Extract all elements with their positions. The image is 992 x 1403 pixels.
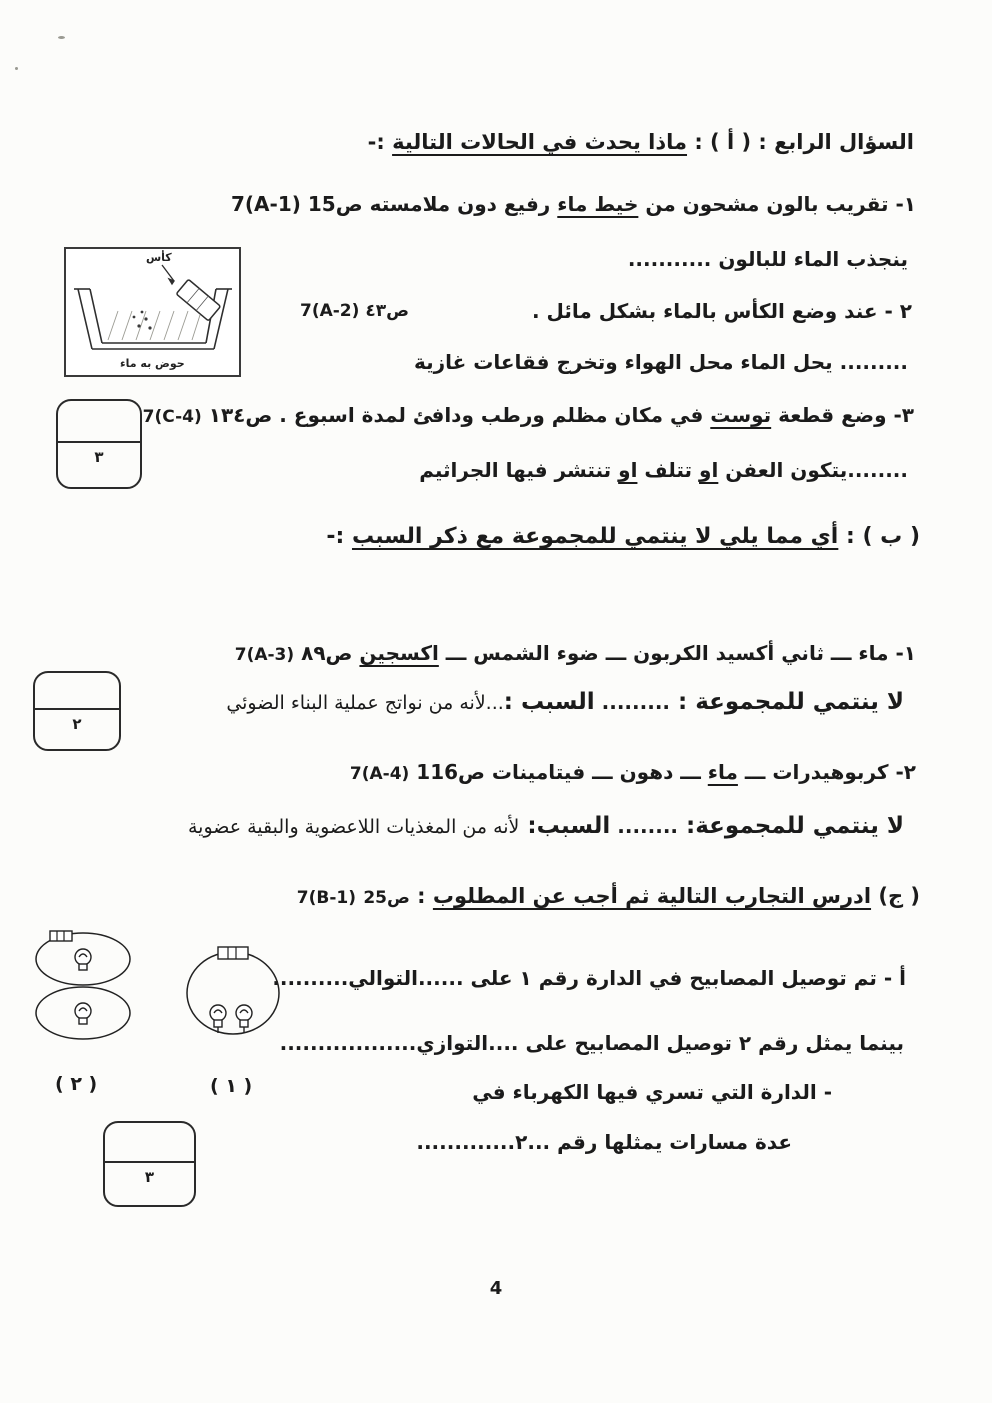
parallel-circuit-diagram	[30, 930, 135, 1042]
section-c-heading	[297, 884, 920, 908]
answer-a3	[419, 458, 908, 482]
question-a1-ref-code: 7(A-1)	[231, 192, 301, 216]
series-circuit-label: ( ١ )	[210, 1075, 253, 1097]
score-box-b	[33, 671, 121, 751]
question-a3-text-1: ٣- وضع قطعة	[771, 403, 914, 427]
question-a3-underlined: توست	[710, 403, 772, 427]
glass-label: كأس	[146, 251, 172, 264]
section-a-heading-prefix: السؤال الرابع : ( أ ) :	[687, 130, 914, 154]
answer-a2: ......... يحل الماء محل الهواء وتخرج فقاعات غازية	[413, 350, 908, 374]
answer-b2-reason-text: لأنه من المغذيات اللاعضوية والبقية عضوية	[187, 816, 520, 838]
question-a1-text-2: رفيع دون ملامسته ص15	[300, 192, 558, 216]
answer-b1-group-label: لا ينتمي للمجموعة :	[670, 689, 904, 715]
question-b1-underlined: اكسجين	[359, 641, 439, 665]
score-box-divider	[34, 708, 120, 710]
section-b-heading-suffix: :-	[326, 524, 352, 549]
circuit-answer-line-d: عدة مسارات يمثلها رقم ...٢.............	[416, 1130, 792, 1154]
answer-b1-dots: .........	[594, 690, 671, 714]
page-number: 4	[489, 1278, 503, 1299]
question-a1	[231, 192, 916, 216]
question-b1	[235, 641, 916, 665]
section-c-heading-title: ادرس التجارب التالية ثم أجب عن المطلوب	[432, 884, 872, 908]
question-a1-text-1: ١- تقريب بالون مشحون من	[638, 192, 916, 216]
answer-b2-dots: ........	[610, 814, 679, 838]
question-b2-ref-code: 7(A-4)	[349, 764, 410, 784]
question-b1-text-1: ١- ماء ـــ ثاني أكسيد الكربون ـــ ضوء الشمس ـــ	[438, 641, 916, 665]
question-b1-ref-code: 7(A-3)	[234, 645, 295, 665]
answer-a3-underlined-2: او	[618, 458, 638, 482]
basin-label: حوض به ماء	[120, 357, 185, 370]
score-box-divider	[104, 1161, 195, 1163]
question-b1-text-2: ص٨٩	[294, 641, 360, 665]
answer-b1-reason-text: ...لأنه من نواتج عملية البناء الضوئي	[226, 692, 504, 714]
section-a-heading-title: ماذا يحدث في الحالات التالية	[392, 130, 688, 154]
circuit-answer-line-c: - الدارة التي تسري فيها الكهرباء في	[472, 1080, 832, 1104]
score-box-a	[56, 399, 142, 489]
answer-b1	[226, 689, 904, 715]
series-circuit-figure	[183, 940, 283, 1045]
scan-speck	[58, 36, 65, 39]
section-a-heading	[368, 130, 914, 154]
score-box-c	[103, 1121, 196, 1207]
parallel-circuit-label: ( ٢ )	[55, 1073, 98, 1095]
question-a3-text-2: في مكان مظلم ورطب ودافئ لمدة اسبوع . ص١٣٤	[201, 403, 711, 427]
section-b-heading	[326, 524, 920, 549]
section-c-ref-code: 7(B-1)	[296, 888, 357, 908]
section-b-heading-title: أي مما يلي لا ينتمي للمجموعة مع ذكر السبب	[351, 524, 839, 549]
answer-b2-group-label: لا ينتمي للمجموعة:	[678, 813, 904, 839]
score-box-divider	[57, 441, 141, 443]
score-box-a-value: ٣	[94, 448, 104, 467]
answer-a3-text-3: تنتشر فيها الجراثيم	[419, 458, 619, 482]
section-b-heading-prefix: ( ب ) :	[838, 524, 920, 549]
section-c-ref-page: ص25	[363, 888, 410, 908]
score-box-b-value: ٢	[72, 714, 82, 733]
question-a3-ref-code: 7(C-4)	[142, 407, 202, 427]
section-c-heading-suffix: :	[409, 884, 433, 908]
answer-b2	[188, 813, 904, 839]
question-b2	[350, 760, 916, 784]
question-a2-ref	[300, 301, 409, 321]
series-circuit-diagram	[183, 940, 283, 1045]
section-c-heading-prefix: ( ج)	[871, 884, 920, 908]
scan-speck	[15, 67, 18, 70]
question-a3	[143, 403, 914, 427]
circuit-answer-line-b: بينما يمثل رقم ٢ توصيل المصابيح على ....التوازي..................	[279, 1031, 904, 1055]
question-a2: ٢ - عند وضع الكأس بالماء بشكل مائل .	[532, 299, 912, 323]
question-a2-ref-page: ص٤٣	[365, 301, 409, 321]
score-box-c-value: ٣	[144, 1168, 155, 1187]
answer-a3-text-2: تتلف	[637, 458, 700, 482]
answer-b2-reason-label: السبب:	[519, 813, 611, 839]
question-b2-underlined: ماء	[707, 760, 738, 784]
answer-a3-text-1: ........يتكون العفن	[718, 458, 908, 482]
section-a-heading-suffix: :-	[367, 130, 393, 154]
question-a1-underlined: خيط ماء	[557, 192, 639, 216]
answer-b1-reason-label: السبب :	[503, 689, 595, 715]
question-a2-ref-code: 7(A-2)	[300, 301, 360, 321]
parallel-circuit-figure	[30, 930, 135, 1042]
question-b2-text-2: ـــ دهون ـــ فيتامينات ص116	[409, 760, 708, 784]
glass-basin-figure	[64, 247, 241, 377]
question-b2-text-1: ٢- كربوهيدرات ـــ	[737, 760, 916, 784]
circuit-answer-line-a: أ - تم توصيل المصابيح في الدارة رقم ١ على ......التوالي..........	[272, 966, 906, 990]
answer-a1: ينجذب الماء للبالون ...........	[627, 247, 908, 271]
answer-a3-underlined-1: او	[699, 458, 719, 482]
